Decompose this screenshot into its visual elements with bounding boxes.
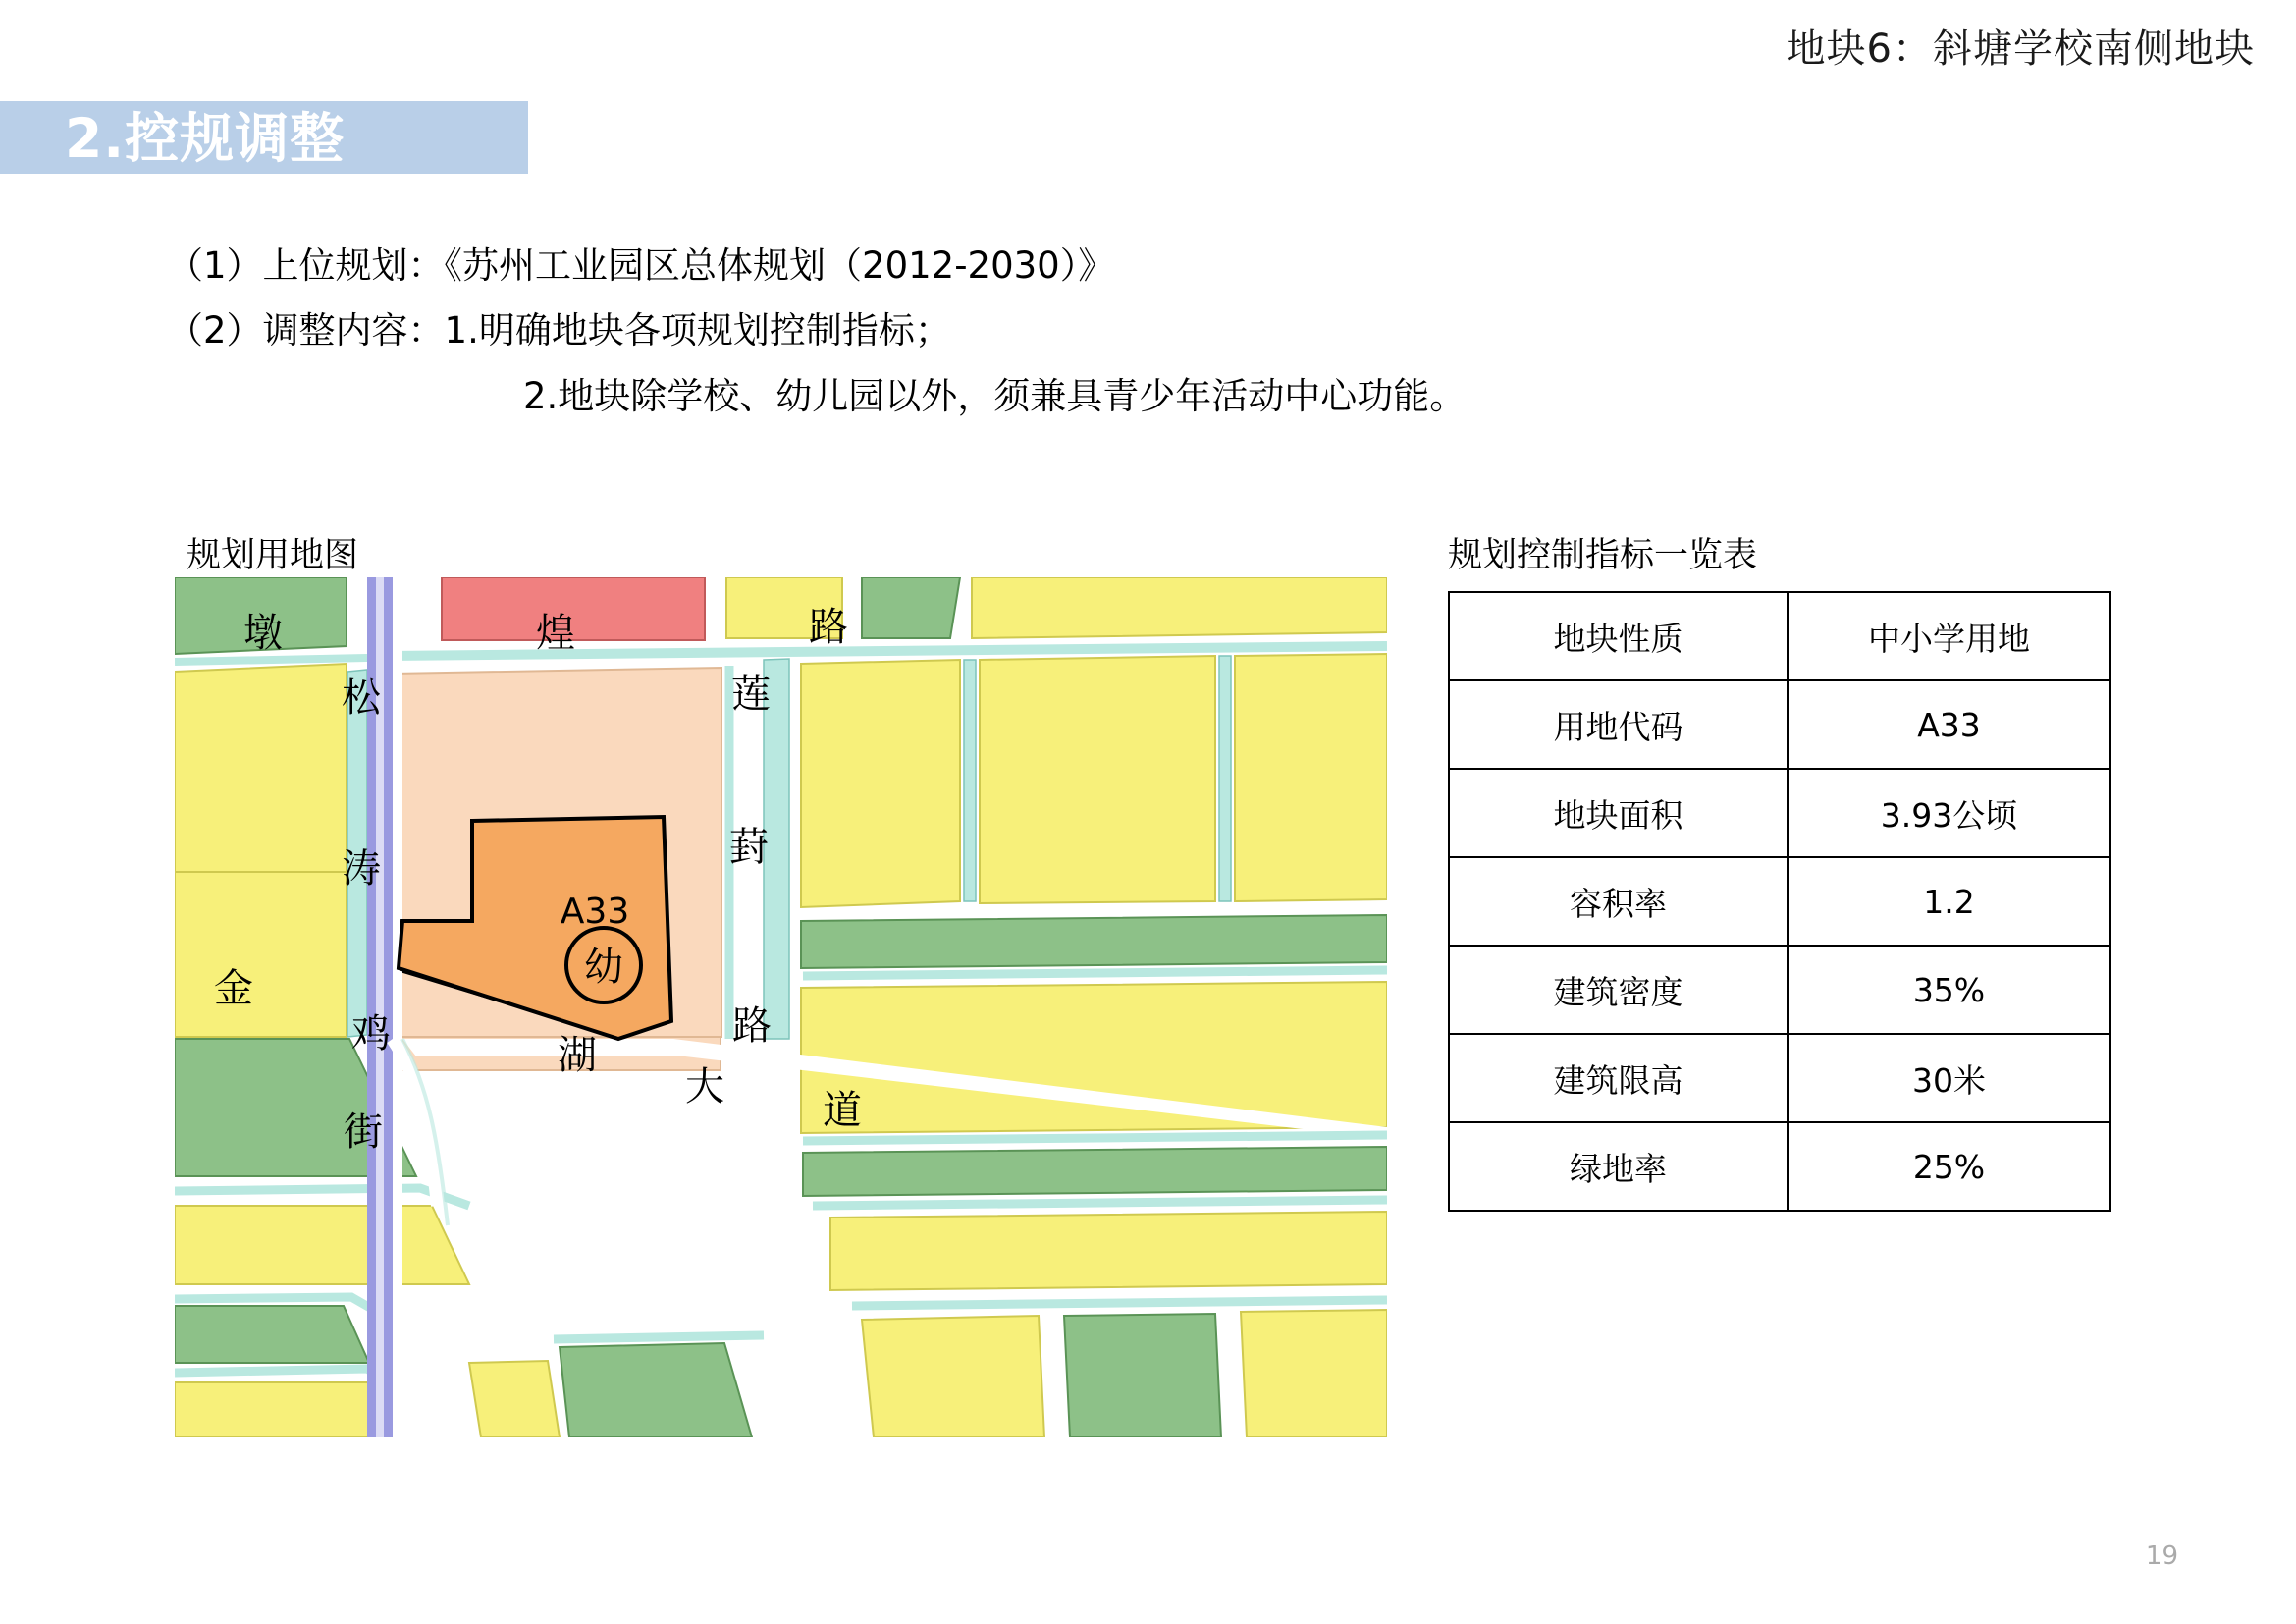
table-cell-key: 容积率 <box>1449 857 1788 946</box>
map-label-song: 松 <box>342 676 381 721</box>
table-cell-value: A33 <box>1788 680 2110 769</box>
planning-land-use-map <box>175 577 1387 1437</box>
map-label-tao: 涛 <box>342 846 381 892</box>
content-line-1: （1）上位规划：《苏州工业园区总体规划（2012-2030）》 <box>167 244 1115 287</box>
table-cell-key: 用地代码 <box>1449 680 1788 769</box>
map-label-hu: 湖 <box>558 1033 597 1078</box>
page-header-title: 地块6：斜塘学校南侧地块 <box>1786 27 2255 72</box>
map-label-da: 大 <box>685 1064 724 1110</box>
table-row <box>1449 1122 2110 1211</box>
planning-indicators-table <box>1448 591 2111 1212</box>
map-parcel-code: A33 <box>560 892 630 932</box>
table-cell-value: 35% <box>1788 946 2110 1034</box>
map-label-lian: 莲 <box>731 672 771 717</box>
table-row <box>1449 592 2110 680</box>
map-label-ji: 鸡 <box>351 1011 391 1056</box>
map-label-dao: 道 <box>823 1088 862 1133</box>
table-row <box>1449 1034 2110 1122</box>
map-label-dun: 墩 <box>243 611 283 656</box>
section-title: 2.控规调整 <box>65 107 346 170</box>
page-number: 19 <box>2145 1542 2178 1571</box>
map-kindergarten-marker: 幼 <box>584 945 623 990</box>
map-label-huang: 煌 <box>536 611 575 656</box>
map-caption: 规划用地图 <box>187 536 359 575</box>
table-cell-value: 1.2 <box>1788 857 2110 946</box>
table-cell-key: 绿地率 <box>1449 1122 1788 1211</box>
table-cell-value: 3.93公顷 <box>1788 769 2110 857</box>
content-line-3: 2.地块除学校、幼儿园以外，须兼具青少年活动中心功能。 <box>523 375 1467 417</box>
table-row <box>1449 857 2110 946</box>
table-cell-value: 30米 <box>1788 1034 2110 1122</box>
table-cell-key: 地块性质 <box>1449 592 1788 680</box>
table-cell-value: 25% <box>1788 1122 2110 1211</box>
table-caption: 规划控制指标一览表 <box>1448 536 1758 575</box>
map-label-lu-top: 路 <box>809 605 848 650</box>
table-cell-value: 中小学用地 <box>1788 592 2110 680</box>
table-cell-key: 建筑限高 <box>1449 1034 1788 1122</box>
map-label-jin: 金 <box>214 966 253 1011</box>
table-row <box>1449 769 2110 857</box>
table-cell-key: 建筑密度 <box>1449 946 1788 1034</box>
table-row <box>1449 680 2110 769</box>
content-line-2: （2）调整内容：1.明确地块各项规划控制指标； <box>167 309 951 352</box>
map-label-lu-right: 路 <box>732 1003 772 1049</box>
table-row <box>1449 946 2110 1034</box>
map-label-jie: 街 <box>344 1110 383 1155</box>
map-label-wei: 葑 <box>729 825 769 870</box>
table-cell-key: 地块面积 <box>1449 769 1788 857</box>
